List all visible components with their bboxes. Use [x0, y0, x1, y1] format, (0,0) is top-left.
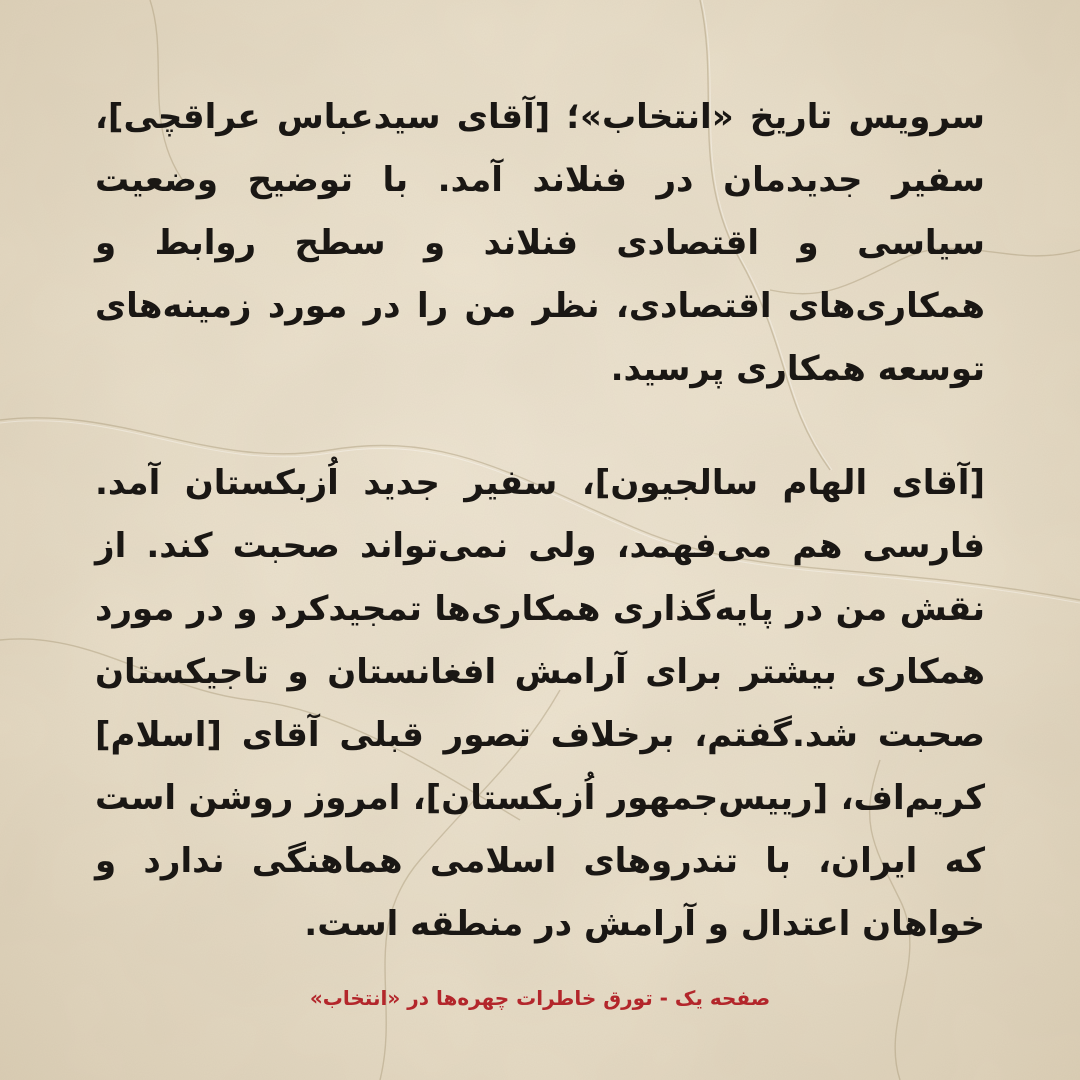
article-body [95, 86, 985, 966]
paragraph-1: سرویس تاریخ «انتخاب»؛ [آقای سیدعباس عراقچی]، سفیر جدیدمان در فنلاند آمد. با توضیح وضعیت سیاسی و اقتصادی فنلاند و سطح روابط و همکاری‌های اقتصادی، نظر من را در مورد زمینه‌های توسعه همکاری پرسید. [95, 97, 985, 389]
page-footer: صفحه یک - تورق خاطرات چهره‌ها در «انتخاب» [309, 986, 771, 1010]
paragraph-2: [آقای الهام سالجیون]، سفیر جدید اُزبکستان آمد. فارسی هم می‌فهمد، ولی نمی‌تواند صحبت کند. از نقش من در پایه‌گذاری همکاری‌ها تمجیدکرد و در مورد همکاری بیشتر برای آرامش افغانستان و تاجیکستان صحبت شد.گفتم، برخلاف تصور قبلی آقای [اسلام] کریم‌اف، [رییس‌جمهور اُزبکستان]، امروز روشن است که ایران، با تندروهای اسلامی هماهنگی ندارد و خواهان اعتدال و آرامش در منطقه است. [95, 463, 985, 944]
